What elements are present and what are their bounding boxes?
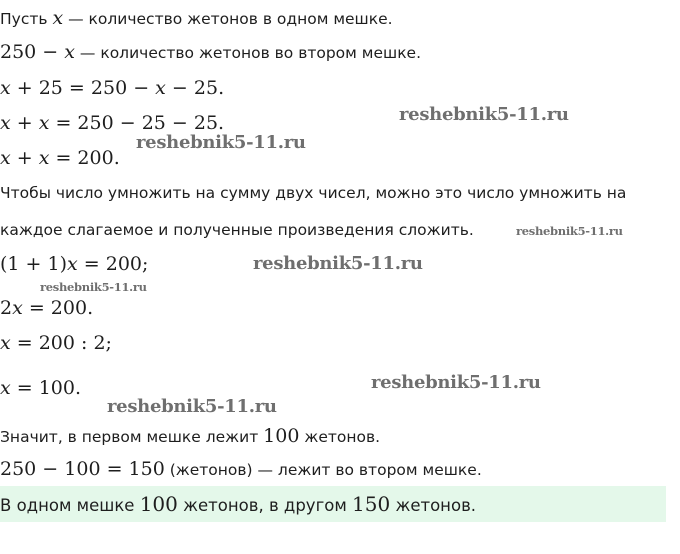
text-fragment: — количество жетонов в одном мешке.: [63, 10, 393, 28]
math-expression: = 200;: [77, 253, 149, 275]
math-expression: = 200 : 2;: [10, 332, 112, 354]
equation-line: [0, 378, 81, 398]
text-fragment: жетонов.: [299, 428, 381, 446]
text-fragment: жетонов, в другом: [177, 496, 353, 515]
math-variable: x: [155, 77, 166, 99]
math-expression: + 25 = 250 −: [10, 77, 156, 99]
equation-line: [0, 148, 120, 168]
text-line: каждое слагаемое и полученные произведения сложить.: [0, 221, 474, 239]
watermark: reshebnik5-11.ru: [136, 132, 306, 153]
math-variable: x: [0, 147, 11, 169]
text-fragment: — количество жетонов во втором мешке.: [74, 44, 422, 62]
text-line: [0, 42, 421, 63]
math-variable: x: [52, 7, 64, 29]
text-line: [0, 426, 380, 447]
text-fragment: Пусть: [0, 10, 53, 28]
number: 150: [352, 492, 391, 516]
math-expression: 250 −: [0, 41, 65, 63]
text-fragment: (жетонов) — лежит во втором мешке.: [164, 461, 482, 479]
watermark: reshebnik5-11.ru: [371, 372, 541, 393]
math-variable: x: [0, 112, 11, 134]
text-line: [0, 8, 393, 29]
math-variable: x: [67, 253, 78, 275]
math-variable: x: [12, 297, 23, 319]
math-variable: x: [0, 377, 11, 399]
equation-line: [0, 333, 112, 353]
text-fragment: жетонов.: [390, 496, 477, 515]
math-expression: = 250 − 25 − 25.: [49, 112, 225, 134]
text-line: Чтобы число умножить на сумму двух чисел, можно это число умножить на: [0, 184, 627, 202]
math-variable: x: [38, 112, 50, 134]
math-expression: 250 − 100 = 150: [0, 458, 165, 480]
math-variable: x: [0, 332, 11, 354]
math-variable: x: [0, 77, 11, 99]
answer-block: [0, 486, 666, 522]
math-expression: (1 + 1): [0, 253, 68, 275]
text-fragment: В одном мешке: [0, 496, 140, 515]
text-line: [0, 459, 482, 480]
math-expression: +: [10, 147, 39, 169]
math-expression: = 200.: [22, 297, 94, 319]
equation-line: [0, 78, 224, 98]
watermark: reshebnik5-11.ru: [516, 224, 623, 238]
watermark: reshebnik5-11.ru: [107, 396, 277, 417]
math-expression: +: [10, 112, 39, 134]
number: 100: [139, 492, 178, 516]
math-variable: x: [38, 147, 50, 169]
math-expression: = 100.: [10, 377, 82, 399]
watermark: reshebnik5-11.ru: [253, 253, 423, 274]
watermark: reshebnik5-11.ru: [40, 280, 147, 294]
math-expression: 2: [0, 297, 13, 319]
equation-line: [0, 113, 224, 133]
number: 100: [263, 425, 300, 447]
answer-text: [0, 494, 476, 516]
text-fragment: Значит, в первом мешке лежит: [0, 428, 264, 446]
equation-line: [0, 298, 93, 318]
math-expression: − 25.: [165, 77, 225, 99]
equation-line: [0, 254, 148, 274]
math-expression: = 200.: [49, 147, 120, 169]
math-variable: x: [64, 41, 75, 63]
watermark: reshebnik5-11.ru: [399, 104, 569, 125]
